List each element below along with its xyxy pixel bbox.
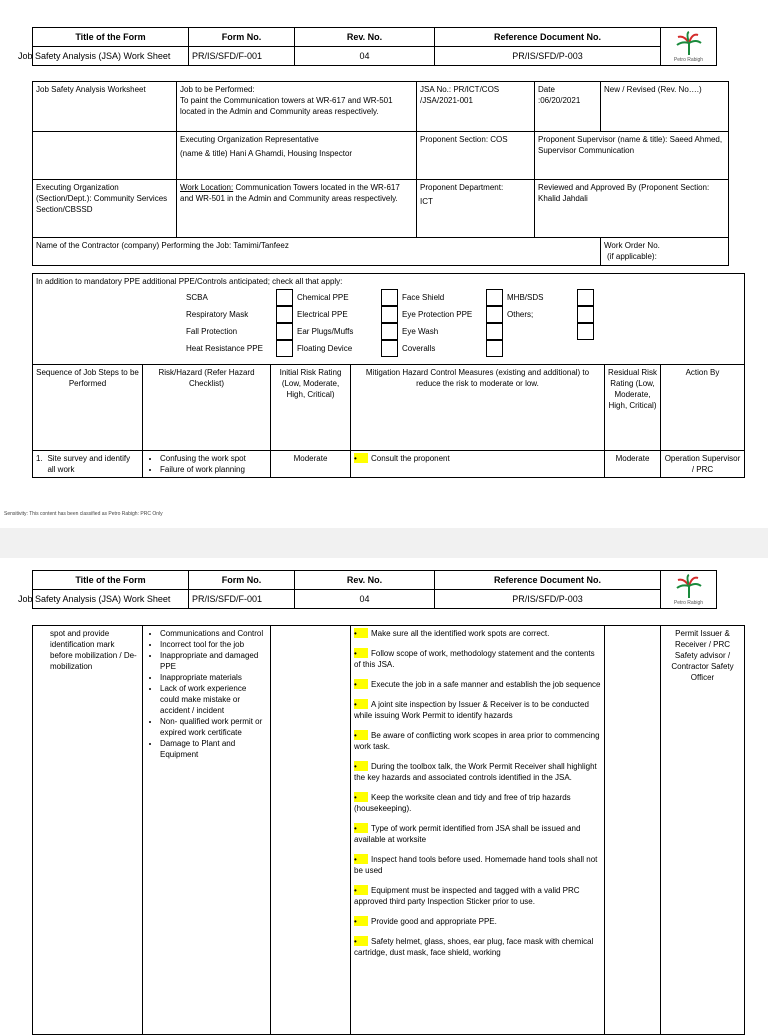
hazard-item: • Non- qualified work permit or expired work certificate [160, 716, 267, 738]
logo-text: Petro Rabigh [673, 599, 704, 606]
step-hazards [143, 626, 271, 1035]
step-action-by: Operation Supervisor / PRC [661, 451, 745, 478]
logo-text: Petro Rabigh [673, 56, 704, 63]
ppe-label: Electrical PPE [297, 310, 348, 319]
ppe-checkbox[interactable] [486, 340, 503, 357]
rev-no-value: 04 [295, 47, 435, 66]
ppe-checkbox[interactable] [577, 306, 594, 323]
ppe-checkbox[interactable] [381, 306, 398, 323]
ppe-checkbox[interactable] [381, 289, 398, 306]
table-row [33, 626, 745, 1035]
hazard-item: • Incorrect tool for the job [160, 639, 267, 650]
date-field: Date :06/20/2021 [535, 82, 601, 132]
col-risk-header: Risk/Hazard (Refer Hazard Checklist) [143, 365, 271, 451]
ppe-label: Face Shield [402, 293, 445, 302]
ppe-label: MHB/SDS [507, 293, 544, 302]
mitigation-item: • Safety helmet, glass, shoes, ear plug, face mask with chemical cartridge, dust mask, face shield, working [354, 937, 594, 957]
ppe-label: Floating Device [297, 344, 353, 353]
form-no-label: Form No. [189, 571, 295, 590]
rev-no-label: Rev. No. [295, 571, 435, 590]
step-residual-risk [605, 626, 661, 1035]
form-header [18, 570, 717, 609]
ppe-checkbox[interactable] [276, 306, 293, 323]
worksheet-details [32, 81, 729, 266]
form-no-value: PR/IS/SFD/F-001 [189, 47, 295, 66]
ppe-checkbox[interactable] [276, 323, 293, 340]
ppe-checkbox[interactable] [577, 289, 594, 306]
steps-continued [32, 625, 745, 1035]
proponent-supervisor: Proponent Supervisor (name & title): Saeed Ahmed, Supervisor Communication [535, 132, 729, 180]
logo-cell [661, 28, 717, 66]
hazard-item: • Damage to Plant and Equipment [160, 738, 267, 760]
reference-doc-label: Reference Document No. [435, 571, 661, 590]
page-gap [0, 528, 768, 558]
mitigation-item: • Execute the job in a safe manner and establish the job sequence [354, 680, 601, 689]
ppe-checkbox[interactable] [276, 289, 293, 306]
mitigation-item: • Follow scope of work, methodology statement and the contents of this JSA. [354, 649, 595, 669]
title-of-form-label: Title of the Form [33, 571, 189, 590]
col-initial-risk-header: Initial Risk Rating (Low, Moderate, High, Critical) [271, 365, 351, 451]
title-of-form-label: Title of the Form [33, 28, 189, 47]
ppe-checkbox[interactable] [486, 289, 503, 306]
form-no-value: PR/IS/SFD/F-001 [189, 590, 295, 609]
mitigation-item: • Inspect hand tools before used. Homemade hand tools shall not be used [354, 855, 598, 875]
proponent-section: Proponent Section: COS [417, 132, 535, 180]
ppe-checkbox[interactable] [381, 323, 398, 340]
step-sequence: 1. Site survey and identify all work [33, 451, 143, 478]
step-sequence: spot and provide identification mark before mobilization / De-mobilization [33, 626, 143, 1035]
petro-rabigh-logo [676, 574, 702, 600]
contractor-name: Name of the Contractor (company) Performing the Job: Tamimi/Tanfeez [33, 238, 601, 266]
hazard-item: • Inappropriate materials [160, 672, 267, 683]
proponent-department: Proponent Department: ICT [417, 180, 535, 238]
ppe-label: Chemical PPE [297, 293, 349, 302]
mitigation-item: • Be aware of conflicting work scopes in area prior to commencing work task. [354, 731, 600, 751]
ppe-checkbox[interactable] [577, 323, 594, 340]
ppe-label: Eye Wash [402, 327, 439, 336]
mitigation-item: • Provide good and appropriate PPE. [354, 917, 497, 926]
hazard-item: • Failure of work planning [160, 464, 267, 475]
new-revised-field: New / Revised (Rev. No….) [601, 82, 729, 132]
mitigation-item: • Equipment must be inspected and tagged with a valid PRC approved third party Inspection Sticker prior to use. [354, 886, 580, 906]
form-no-label: Form No. [189, 28, 295, 47]
worksheet-name: Job Safety Analysis Worksheet [33, 82, 177, 132]
ppe-label: Others; [507, 310, 534, 319]
step-residual-risk: Moderate [605, 451, 661, 478]
ppe-label: Eye Protection PPE [402, 310, 473, 319]
sensitivity-label: Sensitivity: This content has been classified as Petro Rabigh: PRC Only [4, 511, 163, 517]
col-action-by-header: Action By [661, 365, 745, 451]
ppe-checkbox[interactable] [381, 340, 398, 357]
step-initial-risk: Moderate [271, 451, 351, 478]
ppe-label: Heat Resistance PPE [186, 344, 263, 353]
form-header [18, 27, 717, 66]
reference-doc-value: PR/IS/SFD/P-003 [435, 590, 661, 609]
ppe-label: Coveralls [402, 344, 436, 353]
reference-doc-value: PR/IS/SFD/P-003 [435, 47, 661, 66]
logo-cell [661, 571, 717, 609]
ppe-checkbox[interactable] [276, 340, 293, 357]
mitigation-item: • During the toolbox talk, the Work Permit Receiver shall highlight the key hazards and associated controls identified in the JSA. [354, 762, 597, 782]
ppe-label: Ear Plugs/Muffs [297, 327, 354, 336]
mitigation-item: • Make sure all the identified work spots are correct. [354, 629, 550, 638]
executing-organization: Executing Organization (Section/Dept.): Community Services Section/CBSSD [33, 180, 177, 238]
ppe-checklist [184, 289, 596, 357]
mitigation-item: • Type of work permit identified from JSA shall be issued and available at worksite [354, 824, 581, 844]
executing-org-representative: Executing Organization Representative (name & title) Hani A Ghamdi, Housing Inspector [177, 132, 417, 180]
jsa-no: JSA No.: PR/ICT/COS /JSA/2021-001 [417, 82, 535, 132]
ppe-intro: In addition to mandatory PPE additional PPE/Controls anticipated; check all that apply: [36, 277, 343, 286]
reference-doc-label: Reference Document No. [435, 28, 661, 47]
work-location: Work Location: Communication Towers located in the WR-617 and WR-501 in the Admin and Community areas respectively. [177, 180, 417, 238]
hazard-item: • Communications and Control [160, 628, 267, 639]
hazard-item: • Lack of work experience could make mistake or accident / incident [160, 683, 267, 716]
ppe-label: Respiratory Mask [186, 310, 249, 319]
step-hazards [143, 451, 271, 478]
rev-no-label: Rev. No. [295, 28, 435, 47]
page-2 [0, 558, 768, 1024]
col-residual-risk-header: Residual Risk Rating (Low, Moderate, High, Critical) [605, 365, 661, 451]
hazard-item: • Inappropriate and damaged PPE [160, 650, 267, 672]
col-sequence-header: Sequence of Job Steps to be Performed [33, 365, 143, 451]
form-title-value: Job Safety Analysis (JSA) Work Sheet [33, 590, 189, 609]
step-initial-risk [271, 626, 351, 1035]
job-to-be-performed: Job to be Performed: To paint the Communication towers at WR-617 and WR-501 located in the Admin and Community areas respectively. [177, 82, 417, 132]
step-mitigation: • Consult the proponent [351, 451, 605, 478]
ppe-label: SCBA [186, 293, 208, 302]
ppe-label: Fall Protection [186, 327, 238, 336]
ppe-and-steps [32, 273, 745, 478]
ppe-checkbox[interactable] [486, 323, 503, 340]
mitigation-item: • A joint site inspection by Issuer & Receiver is to be conducted while issuing Work Permit to identify hazards [354, 700, 589, 720]
col-mitigation-header: Mitigation Hazard Control Measures (existing and additional) to reduce the risk to moderate or low. [351, 365, 605, 451]
form-title-value: Job Safety Analysis (JSA) Work Sheet [33, 47, 189, 66]
step-action-by: Permit Issuer & Receiver / PRC Safety advisor / Contractor Safety Officer [661, 626, 745, 1035]
table-row [33, 451, 745, 478]
ppe-checkbox[interactable] [486, 306, 503, 323]
step-mitigation [351, 626, 605, 1035]
work-order-no: Work Order No. (if applicable): [601, 238, 729, 266]
petro-rabigh-logo [676, 31, 702, 57]
mitigation-item: • Keep the worksite clean and tidy and free of trip hazards (housekeeping). [354, 793, 571, 813]
rev-no-value: 04 [295, 590, 435, 609]
hazard-item: • Confusing the work spot [160, 453, 267, 464]
reviewed-approved-by: Reviewed and Approved By (Proponent Section: Khalid Jahdali [535, 180, 729, 238]
ppe-section [33, 274, 745, 365]
